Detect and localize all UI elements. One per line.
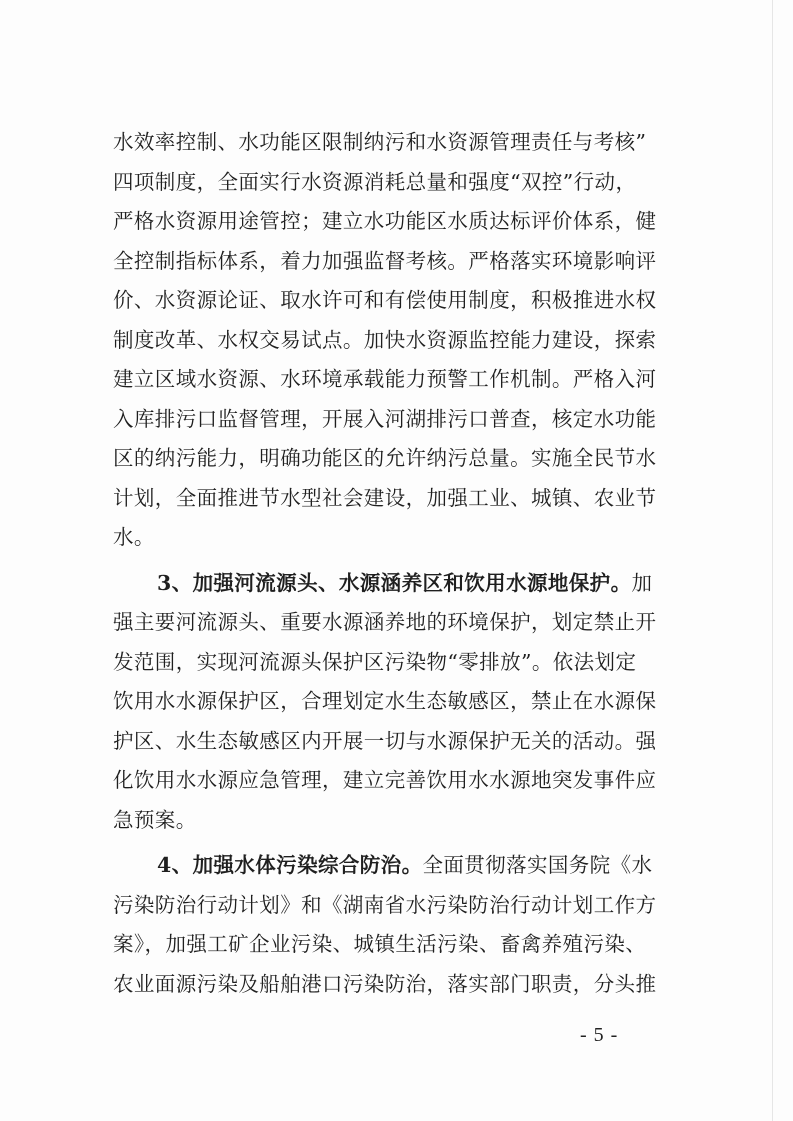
text-line: 计划，全面推进节水型社会建设，加强工业、城镇、农业节 <box>113 485 657 510</box>
text-line: 入库排污口监督管理，开展入河湖排污口普查，核定水功能 <box>113 406 657 431</box>
section-4-first-line <box>113 846 669 886</box>
text-line: 水。 <box>113 525 155 549</box>
scan-edge-line <box>772 0 773 1121</box>
text-line: 饮用水水源保护区，合理划定水生态敏感区，禁止在水源保 <box>113 689 657 713</box>
section-3-first-tail: 加 <box>631 570 653 595</box>
text-line: 制度改革、水权交易试点。加快水资源监控能力建设，探索 <box>113 327 657 352</box>
page-number: - 5 - <box>580 1024 619 1046</box>
section-3-heading: 3、加强河流源头、水源涵养区和饮用水源地保护。 <box>157 570 632 595</box>
text-line: 四项制度，全面实行水资源消耗总量和强度“双控”行动， <box>113 169 637 194</box>
text-line: 建立区域水资源、水环境承载能力预警工作机制。严格入河 <box>113 367 657 391</box>
text-line: 发范围，实现河流源头保护区污染物“零排放”。依法划定 <box>113 649 637 674</box>
text-line: 水效率控制、水功能区限制纳污和水资源管理责任与考核” <box>113 130 647 154</box>
body-text <box>113 123 669 1004</box>
text-line: 化饮用水水源应急管理，建立完善饮用水水源地突发事件应 <box>113 768 657 792</box>
text-line: 全控制指标体系，着力加强监督考核。严格落实环境影响评 <box>113 248 657 273</box>
section-3-first-line <box>113 564 669 604</box>
text-line: 农业面源污染及船舶港口污染防治，落实部门职责，分头推 <box>113 971 657 996</box>
text-line: 护区、水生态敏感区内开展一切与水源保护无关的活动。强 <box>113 728 657 753</box>
section-4-heading: 4、加强水体污染综合防治。 <box>157 853 423 877</box>
text-line: 污染防治行动计划》和《湖南省水污染防治行动计划工作方 <box>113 892 657 917</box>
text-line: 价、水资源论证、取水许可和有偿使用制度，积极推进水权 <box>113 288 657 312</box>
text-line: 严格水资源用途管控；建立水功能区水质达标评价体系，健 <box>113 209 657 233</box>
text-line: 区的纳污能力，明确功能区的允许纳污总量。实施全民节水 <box>113 446 657 470</box>
section-4-first-tail: 全面贯彻落实国务院《水 <box>422 853 653 877</box>
text-line: 案》，加强工矿企业污染、城镇生活污染、畜禽养殖污染、 <box>113 932 647 956</box>
text-line: 强主要河流源头、重要水源涵养地的环境保护，划定禁止开 <box>113 610 657 634</box>
text-line: 急预案。 <box>113 807 197 832</box>
